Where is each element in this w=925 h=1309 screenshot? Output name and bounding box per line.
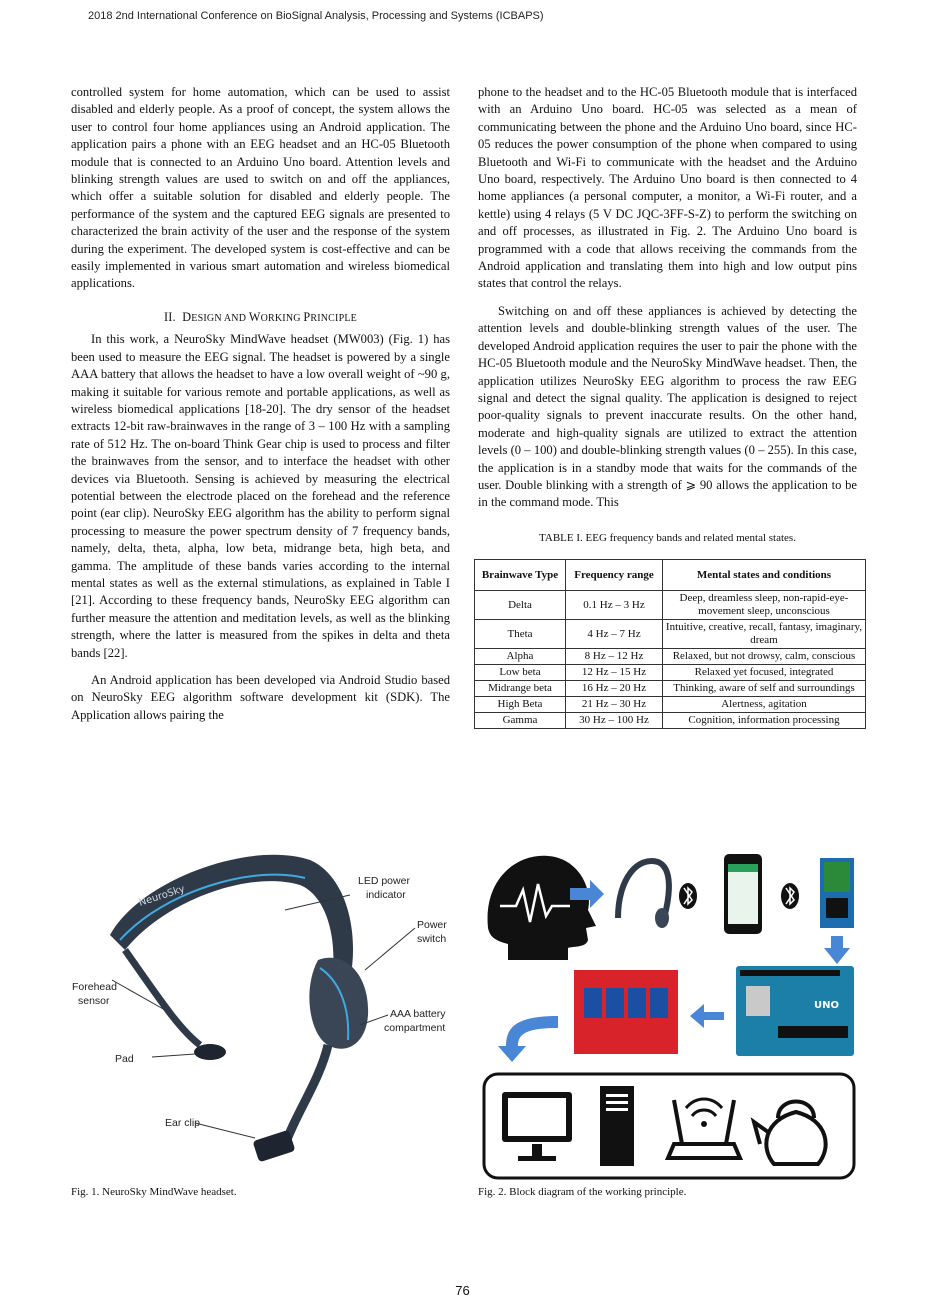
pad [194,1044,226,1060]
table-caption: TABLE I. EEG frequency bands and related mental states. [539,531,796,544]
table-cell: Cognition, information processing [663,713,866,729]
paragraph: phone to the headset and to the HC-05 Bluetooth module that is interfaced with an Arduino Uno board. HC-05 was selected as a mean of communicating between the phone and the Arduino Uno board, since HC-05 reduces the power consumption of the phone when compared to using Bluetooth and Wi-Fi to communicate with the headset and the Arduino Uno board, respectively. The Arduino Uno board is then connected to 4 home appliances (a personal computer, a monitor, a Wi-Fi router, and a kettle) using 4 relays (5 V DC JQC-3FF-S-Z) to perform the switching on and off processes, as illustrated in Fig. 2. The Arduino Uno board is programmed with a code that allows receiving the commands from the Android application and translating them into high and low output pins states that control the relays. [478,85,857,291]
table-cell: Thinking, aware of self and surroundings [663,681,866,697]
label-power-1: Power [417,919,447,931]
table-header: Frequency range [566,560,663,591]
fig2-block-diagram [478,848,858,1180]
ear-clip [253,1130,296,1163]
left-column [71,84,450,724]
label-pad: Pad [115,1053,134,1065]
table-header: Mental states and conditions [663,560,866,591]
table-cell: 21 Hz – 30 Hz [566,697,663,713]
label-battery-1: AAA battery [390,1008,446,1020]
table-cell: 4 Hz – 7 Hz [566,620,663,649]
label-forehead-2: sensor [78,995,110,1007]
brain-head-icon [488,856,596,960]
label-forehead-1: Forehead [72,981,117,993]
table-cell: Relaxed yet focused, integrated [663,665,866,681]
block-diagram [478,848,858,1180]
fig1-caption: Fig. 1. NeuroSky MindWave headset. [71,1186,237,1198]
table-cell: High Beta [475,697,566,713]
table-row [475,681,866,697]
table-row [475,713,866,729]
fig2-caption: Fig. 2. Block diagram of the working principle. [478,1186,687,1198]
fig1-headset [70,840,460,1180]
router-icon [668,1144,740,1158]
page-number: 76 [455,1283,470,1298]
table-header-row [475,560,866,591]
table-cell: Alertness, agitation [663,697,866,713]
arrow-left-icon [690,1004,724,1028]
paragraph: controlled system for home automation, which can be used to assist disabled and elderly people. As a proof of concept, the system allows the user to control four home appliances using an Android application. The application pairs a phone with an EEG headset and an HC-05 Bluetooth module that is connected to an Arduino Uno board. Attention levels and blinking strength values are used to switch on and off the appliances, which offer a suitable solution for disabled and elderly people. The performance of the system and the captured EEG signals are presented to characterized the brain activity of the user and the response of the system during the experiment. The developed system is cost-effective and can be easily implemented in various smart automation and wireless biomedical applications. [71,85,450,291]
table-cell: 8 Hz – 12 Hz [566,649,663,665]
table-cell: 12 Hz – 15 Hz [566,665,663,681]
headset-body [309,958,368,1049]
table-cell: Theta [475,620,566,649]
running-header: 2018 2nd International Conference on BioSignal Analysis, Processing and Systems (ICBAPS) [88,10,544,22]
table-cell: Intuitive, creative, recall, fantasy, imaginary, dream [663,620,866,649]
table-cell: Low beta [475,665,566,681]
table-row [475,649,866,665]
table-row [475,591,866,620]
paragraph: Switching on and off these appliances is achieved by detecting the attention levels and double-blinking strength values of the user. The developed Android application requires the user to pair the phone with the HC-05 Bluetooth module and the NeuroSky MindWave headset. Then, the application utilizes NeuroSky EEG algorithm to process the raw EEG signal and detect the signal quality. The application is designed to reject poor-quality signals to prevent inaccurate results. On the other hand, moderate and high-quality signals are utilized to extract the attention levels (0 – 100) and double-blinking strength values (0 – 255). In this case, the application is in a standby mode that waits for the commands of the user. Double blinking with a strength of ⩾ 90 allows the application to be in the command mode. This [478,303,857,510]
table-cell: Delta [475,591,566,620]
uno-label: UNO [814,1000,839,1011]
brand-label: NeuroSky [137,883,187,909]
arrow-down-icon [824,936,850,964]
table-header: Brainwave Type [475,560,566,591]
table-cell: Alpha [475,649,566,665]
table-cell: 0.1 Hz – 3 Hz [566,591,663,620]
table-row [475,697,866,713]
label-led-1: LED power [358,875,410,887]
right-column [478,84,863,729]
label-battery-2: compartment [384,1022,446,1034]
table-cell: Midrange beta [475,681,566,697]
section-heading: II. DESIGN AND WORKING PRINCIPLE [164,309,357,324]
table-row [475,665,866,681]
table-cell: Relaxed, but not drowsy, calm, conscious [663,649,866,665]
table-cell: Gamma [475,713,566,729]
paragraph: An Android application has been developed via Android Studio based on NeuroSky EEG algorithm software development kit (SDK). The Application allows pairing the [71,673,450,722]
pc-tower-icon [600,1086,634,1166]
table-cell: 30 Hz – 100 Hz [566,713,663,729]
kettle-icon [766,1112,825,1164]
table-cell: Deep, dreamless sleep, non-rapid-eye-movement sleep, unconscious [663,591,866,620]
curved-arrow-icon [498,1016,558,1062]
label-led-2: indicator [366,889,406,901]
paragraph: In this work, a NeuroSky MindWave headset (MW003) (Fig. 1) has been used to measure the EEG signal. The headset is powered by a single AAA battery that allows the headset to have a low overall weight of ~90 g, making it suitable for various remote and portable applications, as well as wireless biomedical applications [18-20]. The dry sensor of the headset extracts 12-bit raw-brainwaves in the range of 3 – 100 Hz with a sampling rate of 512 Hz. The on-board Think Gear chip is used to process and filter the brainwaves from the sensor, and to interface the headset with other devices via Bluetooth. Sensing is achieved by measuring the electrical potential between the electrode placed on the forehead and the reference point (ear clip). NeuroSky EEG algorithm has the ability to perform signal processing to measure the power spectrum density of 7 frequency bands, namely, delta, theta, alpha, low beta, midrange beta, high beta, and gamma. The amplitude of these bands varies according to the internal mental states as well as the external stimulations, as explained in Table I [21]. According to these frequency bands, NeuroSky EEG algorithm can further measure the attention and meditation levels, as well as the blinking strength, where the latter is measured from the spikes in delta and theta bands [22]. [71,332,450,660]
label-earclip: Ear clip [165,1117,201,1129]
table-cell: 16 Hz – 20 Hz [566,681,663,697]
label-power-2: switch [417,933,447,945]
table-row [475,620,866,649]
headset-illustration [70,840,460,1180]
eeg-bands-table [474,559,866,729]
